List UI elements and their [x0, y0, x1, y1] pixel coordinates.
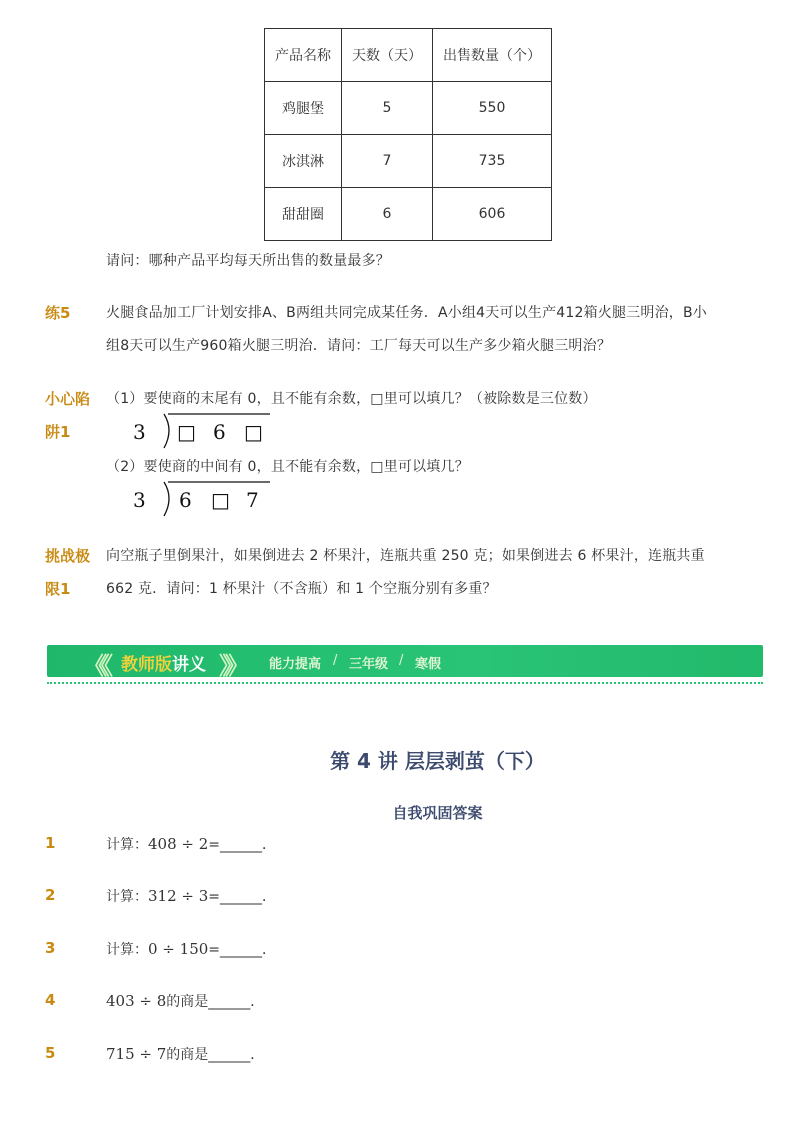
- teacher-edition-banner: [47, 645, 763, 680]
- trap-question-2: （2）要使商的中间有 0，且不能有余数，□里可以填几？: [106, 459, 469, 475]
- breadcrumb-separator: /: [399, 653, 404, 668]
- table-header: 天数（天）: [342, 29, 433, 82]
- question-prefix: 计算：: [106, 889, 148, 905]
- question-text: [106, 991, 264, 1011]
- table-cell: 550: [433, 82, 552, 135]
- question-number: 2: [45, 886, 56, 904]
- question-text: [106, 939, 276, 959]
- question-expr: 312 ÷ 3: [148, 887, 209, 905]
- digit: 7: [246, 488, 259, 512]
- banner-title-b: 讲义: [172, 655, 206, 675]
- exercise-text-line2: 组8天可以生产960箱火腿三明治．请问：工厂每天可以生产多少箱火腿三明治？: [106, 338, 612, 354]
- table-row: [265, 82, 552, 135]
- table-header-row: [265, 29, 552, 82]
- digit-slot: □: [177, 420, 196, 444]
- table-cell: 甜甜圈: [265, 188, 342, 241]
- table-cell: 735: [433, 135, 552, 188]
- table-cell: 鸡腿堡: [265, 82, 342, 135]
- lecture-title: 第 4 讲 层层剥茧（下）: [330, 749, 545, 773]
- challenge-text-line1: 向空瓶子里倒果汁，如果倒进去 2 杯果汁，连瓶共重 250 克；如果倒进去 6 杯果汁，连瓶共重: [106, 548, 705, 564]
- challenge-tag-line2: 限1: [45, 580, 71, 598]
- question-suffix: =______．: [208, 942, 277, 958]
- table-question: 请问：哪种产品平均每天所出售的数量最多？: [106, 253, 390, 269]
- breadcrumb-separator: /: [333, 653, 338, 668]
- table-row: [265, 135, 552, 188]
- breadcrumb-item: 三年级: [349, 657, 389, 672]
- challenge-tag-line1: 挑战极: [45, 547, 91, 565]
- table-cell: 6: [342, 188, 433, 241]
- trap-question-1: （1）要使商的末尾有 0，且不能有余数，□里可以填几？（被除数是三位数）: [106, 391, 597, 407]
- banner-title-a: 教师版: [121, 655, 172, 675]
- exercise-text-line1: 火腿食品加工厂计划安排A、B两组共同完成某任务．A小组4天可以生产412箱火腿三明治，B小: [106, 305, 707, 321]
- table-cell: 606: [433, 188, 552, 241]
- exercise-tag: 练5: [45, 304, 71, 322]
- lecture-title-wrap: [0, 745, 800, 774]
- breadcrumb-item: 寒假: [415, 657, 442, 672]
- table-row: [265, 188, 552, 241]
- product-table: [264, 28, 552, 241]
- question-suffix: =______．: [208, 837, 277, 853]
- question-text: [106, 886, 276, 906]
- question-prefix: 计算：: [106, 837, 148, 853]
- section-title: 自我巩固答案: [392, 804, 483, 822]
- divisor-2: 3: [133, 488, 146, 512]
- question-number: 1: [45, 834, 56, 852]
- question-number: 5: [45, 1044, 56, 1062]
- question-expr: 408 ÷ 2: [148, 835, 209, 853]
- question-suffix: 的商是______．: [166, 994, 265, 1010]
- question-expr: 403 ÷ 8: [106, 992, 167, 1010]
- right-arrows-icon: 》》: [219, 652, 243, 680]
- digit-slot: □: [211, 488, 230, 512]
- dotted-divider: [47, 682, 763, 684]
- question-prefix: 计算：: [106, 942, 148, 958]
- question-expr: 715 ÷ 7: [106, 1045, 167, 1063]
- digit-slot: □: [244, 420, 263, 444]
- left-arrows-icon: 《《: [83, 652, 107, 680]
- table-cell: 冰淇淋: [265, 135, 342, 188]
- table-cell: 7: [342, 135, 433, 188]
- table-header: 出售数量（个）: [433, 29, 552, 82]
- question-expr: 0 ÷ 150: [148, 940, 209, 958]
- challenge-text-line2: 662 克．请问：1 杯果汁（不含瓶）和 1 个空瓶分别有多重？: [106, 581, 497, 597]
- digit: 6: [213, 420, 226, 444]
- question-suffix: 的商是______．: [166, 1047, 265, 1063]
- question-number: 4: [45, 991, 56, 1009]
- trap-tag-line1: 小心陷: [45, 390, 91, 408]
- table-header: 产品名称: [265, 29, 342, 82]
- divisor-1: 3: [133, 420, 146, 444]
- section-title-wrap: [0, 802, 800, 823]
- breadcrumb-item: 能力提高: [269, 657, 322, 672]
- question-text: [106, 834, 276, 854]
- question-text: [106, 1044, 264, 1064]
- question-number: 3: [45, 939, 56, 957]
- table-cell: 5: [342, 82, 433, 135]
- digit: 6: [179, 488, 192, 512]
- question-suffix: =______．: [208, 889, 277, 905]
- trap-tag-line2: 阱1: [45, 423, 71, 441]
